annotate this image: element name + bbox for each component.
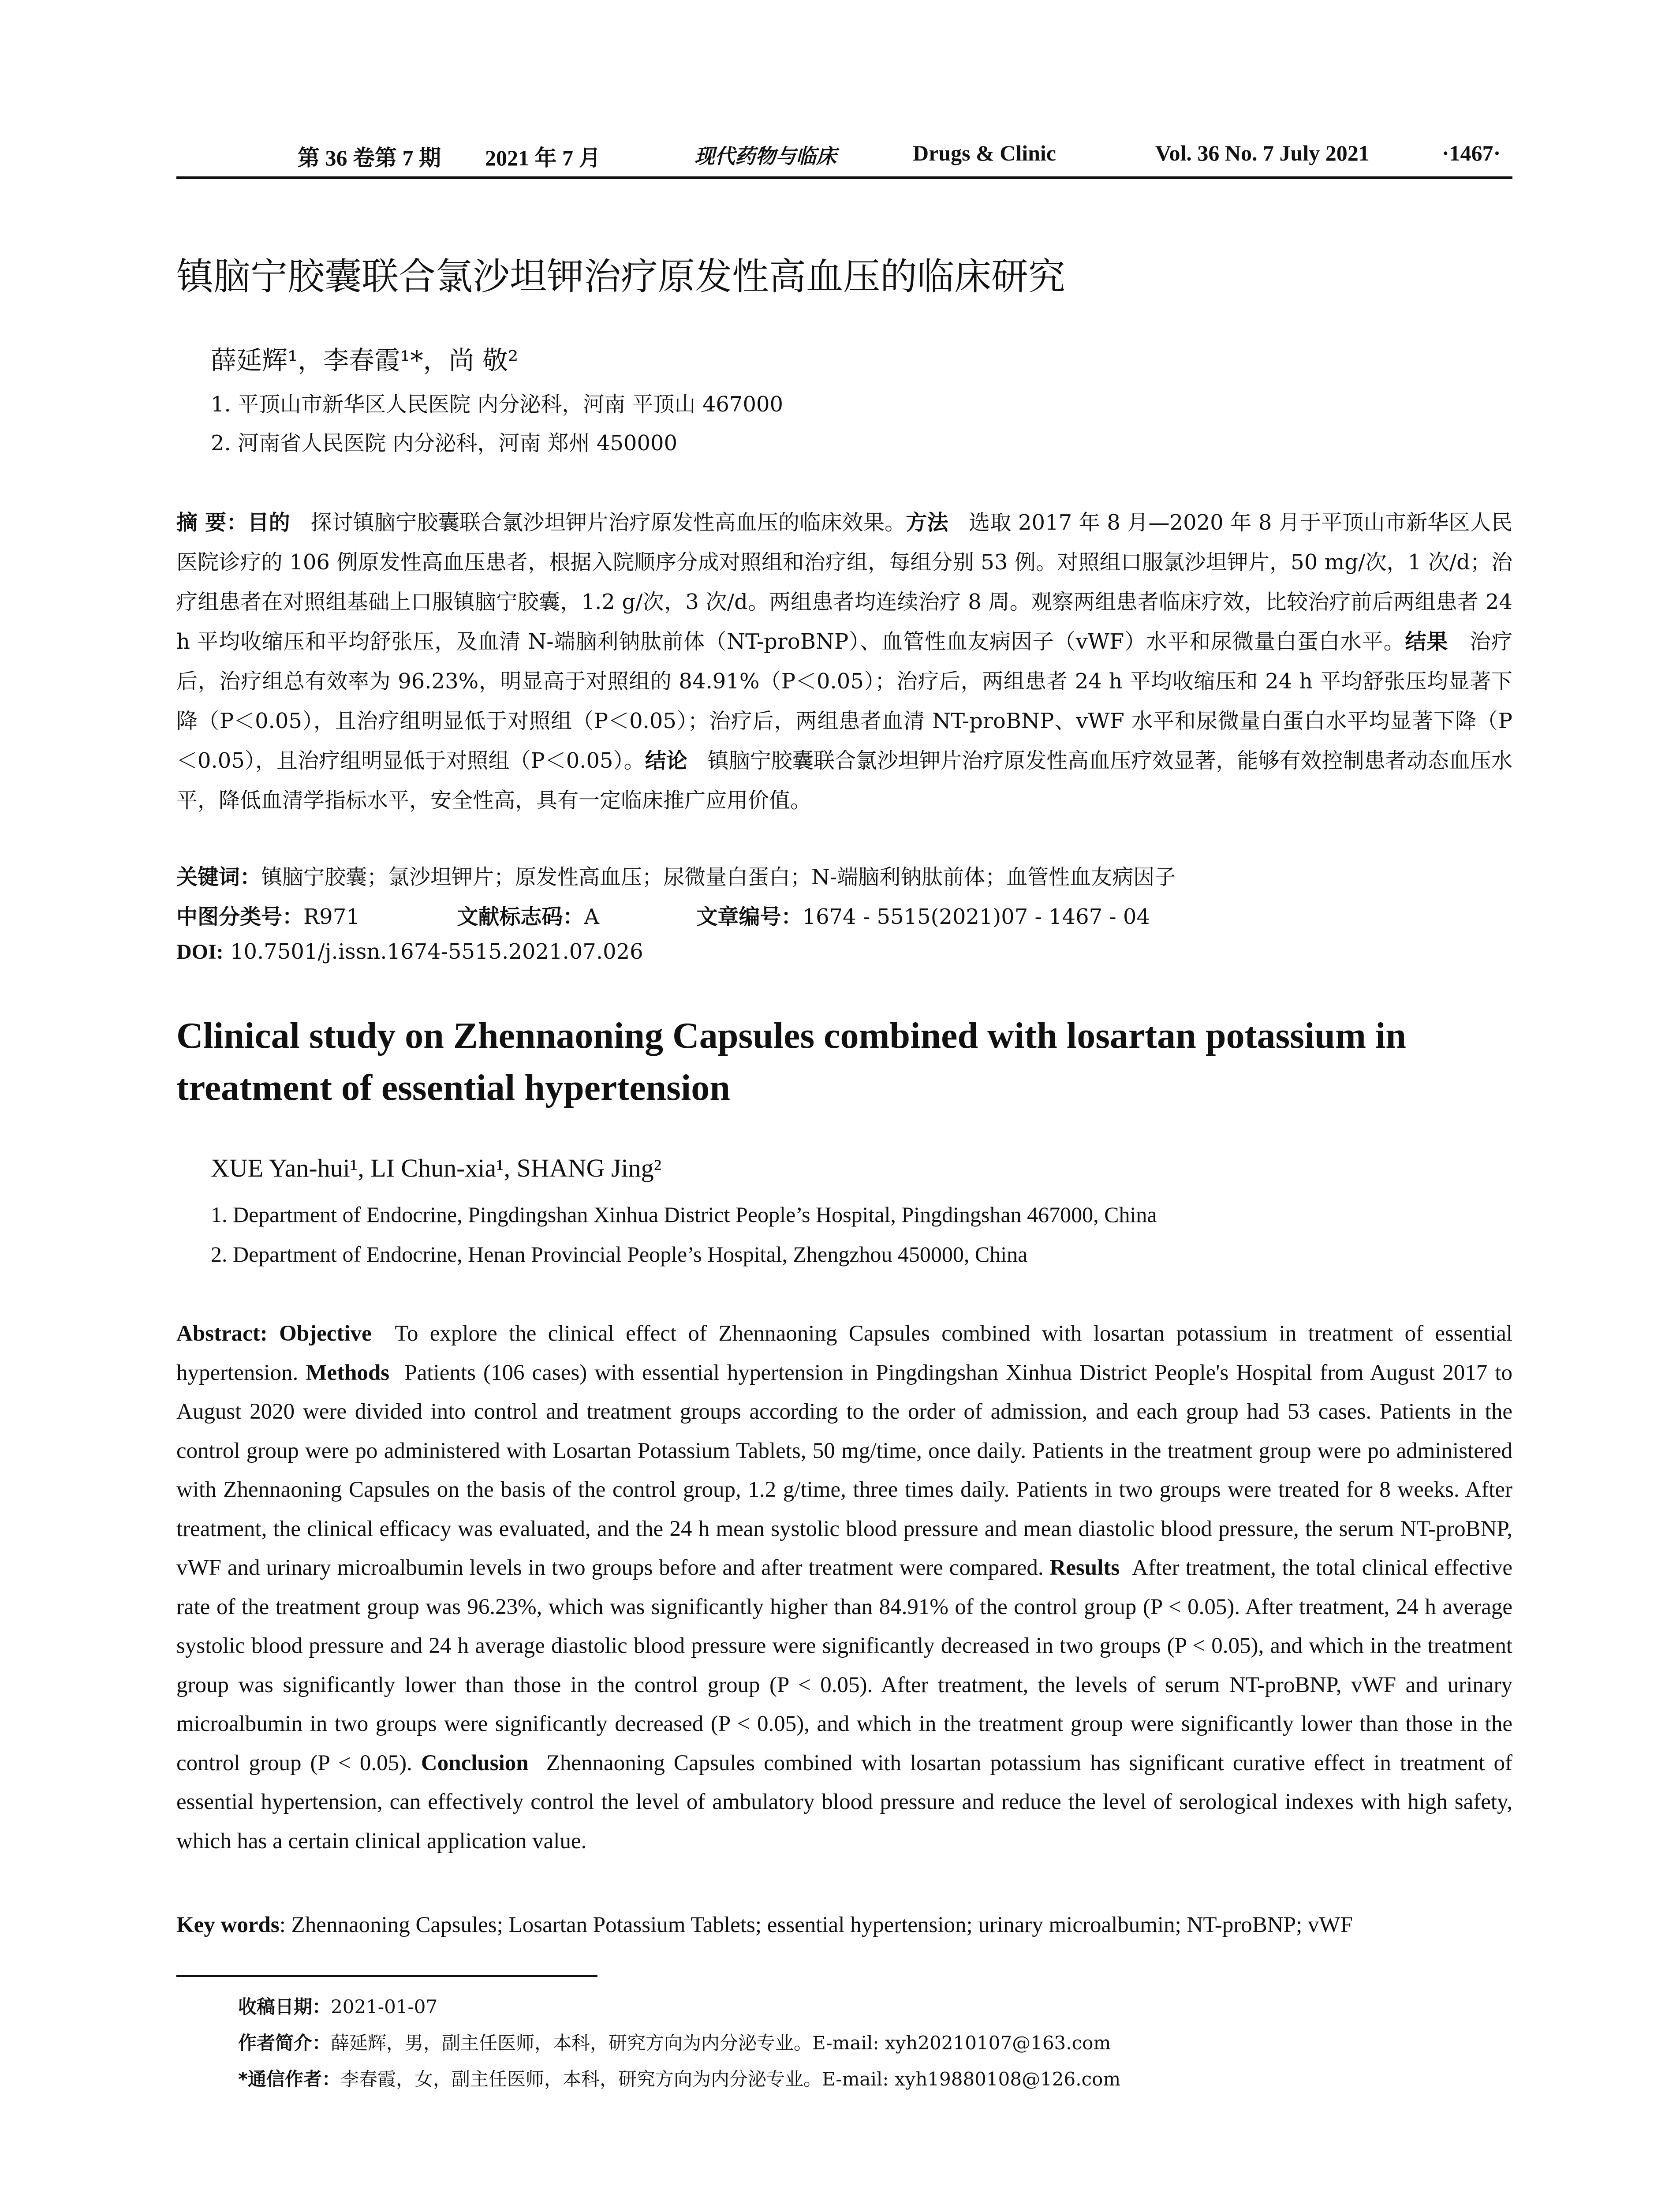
chinese-affiliation-2: 2. 河南省人民医院 内分泌科，河南 郑州 450000 (211, 431, 678, 456)
header-volume-cn: 第 36 卷第 7 期 (298, 146, 441, 170)
chinese-abstract (176, 503, 1512, 820)
english-conclusion-text: Zhennaoning Capsules combined with losartan potassium has significant curative effect in treatment of essential hypertension, can effectively control the level of ambulatory blood pressure and reduce the level of serological indexes with high safety, which has a certain clinical application value. (176, 1750, 1513, 1854)
received-date: 2021-01-07 (331, 1996, 438, 2018)
author-bio-text: 薛延辉，男，副主任医师，本科，研究方向为内分泌专业。E-mail: xyh20210107@163.com (331, 2032, 1111, 2054)
chinese-conclusion-text: 镇脑宁胶囊联合氯沙坦钾片治疗原发性高血压疗效显著，能够有效控制患者动态血压水平，降低血清学指标水平，安全性高，具有一定临床推广应用价值。 (176, 748, 1512, 813)
chinese-results-label: 结果 (1405, 629, 1449, 654)
english-methods-label: Methods (306, 1360, 390, 1385)
header-date-cn: 2021 年 7 月 (485, 146, 601, 170)
doi-link[interactable]: 10.7501/j.issn.1674-5515.2021.07.026 (230, 939, 643, 964)
footnote-author (238, 2029, 1111, 2055)
english-results-text: After treatment, the total clinical effective rate of the treatment group was 96.23%, which was significantly higher than 84.91% of the control group (P < 0.05). After treatment, 24 h average systolic blood pressure and 24 h average diastolic blood pressure were significantly decreased in two groups (P < 0.05), and which in the treatment group was significantly lower than those in the control group (P < 0.05). After treatment, the levels of serum NT-proBNP, vWF and urinary microalbumin in two groups were significantly decreased (P < 0.05), and which in the treatment group were significantly lower than those in the control group (P < 0.05). (176, 1555, 1513, 1775)
chinese-conclusion-label: 结论 (645, 748, 687, 773)
received-label: 收稿日期： (238, 1996, 331, 2018)
corresponding-author-text: 李春霞，女，副主任医师，本科，研究方向为内分泌专业。E-mail: xyh19880108@126.com (340, 2068, 1121, 2090)
article-number-label: 文章编号： (696, 904, 803, 929)
english-keywords (176, 1912, 1353, 1938)
chinese-affiliation-1: 1. 平顶山市新华区人民医院 内分泌科，河南 平顶山 467000 (211, 392, 784, 417)
clc-value: R971 (303, 904, 360, 929)
english-methods-text: Patients (106 cases) with essential hypertension in Pingdingshan Xinhua District People's Hospital from August 2017 to August 2020 were divided into control and treatment groups according to the order of admission, and each group had 53 cases. Patients in the control group were po administered with Losartan Potassium Tablets, 50 mg/time, once daily. Patients in the treatment group were po administered with Zhennaoning Capsules on the basis of the control group, 1.2 g/time, three times daily. Patients in two groups were treated for 8 weeks. After treatment, the clinical efficacy was evaluated, and the 24 h mean systolic blood pressure and mean diastolic blood pressure, the serum NT-proBNP, vWF and urinary microalbumin levels in two groups before and after treatment were compared. (176, 1360, 1512, 1580)
corresponding-author-label: *通信作者： (238, 2068, 340, 2090)
clc-label: 中图分类号： (176, 904, 304, 929)
chinese-methods-text: 选取 2017 年 8 月—2020 年 8 月于平顶山市新华区人民医院诊疗的 106 例原发性高血压患者，根据入院顺序分成对照组和治疗组，每组分别 53 例。对照组口服氯沙坦钾片，50 mg/次，1 次/d；治疗组患者在对照组基础上口服镇脑宁胶囊，1.2 g/次，3 次/d。两组患者均连续治疗 8 周。观察两组患者临床疗效，比较治疗前后两组患者 24 h 平均收缩压和平均舒张压，及血清 N-端脑利钠肽前体（NT-proBNP）、血管性血友病因子（vWF）水平和尿微量白蛋白水平。 (176, 510, 1512, 654)
chinese-objective-label: 目的 (247, 510, 290, 535)
chinese-title: 镇脑宁胶囊联合氯沙坦钾治疗原发性高血压的临床研究 (176, 255, 1066, 298)
header-volume-en: Vol. 36 No. 7 July 2021 (1155, 141, 1370, 165)
doi-line (176, 939, 643, 964)
english-results-label: Results (1049, 1555, 1120, 1580)
doc-code-label: 文献标志码： (457, 904, 584, 929)
chinese-results-text: 治疗后，治疗组总有效率为 96.23%，明显高于对照组的 84.91%（P＜0.05）；治疗后，两组患者 24 h 平均收缩压和 24 h 平均舒张压均显著下降（P＜0.05），且治疗组明显低于对照组（P＜0.05）；治疗后，两组患者血清 NT-proBNP、vWF 水平和尿微量白蛋白水平均显著下降（P＜0.05），且治疗组明显低于对照组（P＜0.05）。 (176, 629, 1512, 773)
english-abstract-label: Abstract: (176, 1321, 268, 1346)
english-affiliation-2: 2. Department of Endocrine, Henan Provincial People’s Hospital, Zhengzhou 450000, China (211, 1242, 1028, 1267)
header-rule (176, 176, 1512, 179)
english-keywords-text: : Zhennaoning Capsules; Losartan Potassium Tablets; essential hypertension; urinary microalbumin; NT-proBNP; vWF (279, 1913, 1353, 1937)
article-number-value: 1674 - 5515(2021)07 - 1467 - 04 (802, 904, 1150, 929)
english-objective-label: Objective (279, 1321, 372, 1346)
running-header (176, 140, 1512, 168)
header-journal-en: Drugs & Clinic (913, 141, 1056, 165)
header-page-number: ·1467· (1442, 141, 1501, 165)
english-authors: XUE Yan-hui¹, LI Chun-xia¹, SHANG Jing² (211, 1154, 662, 1182)
chinese-abstract-label: 摘 要： (176, 510, 248, 535)
chinese-authors: 薛延辉¹，李春霞¹*，尚 敬² (211, 345, 519, 375)
english-conclusion-label: Conclusion (421, 1750, 529, 1775)
chinese-keywords-text: 镇脑宁胶囊；氯沙坦钾片；原发性高血压；尿微量白蛋白；N-端脑利钠肽前体；血管性血友病因子 (261, 865, 1176, 889)
english-keywords-label: Key words (176, 1913, 280, 1937)
header-journal-cn: 现代药物与临床 (694, 145, 836, 168)
chinese-keywords (176, 860, 1176, 890)
footnote-corresponding (238, 2065, 1120, 2091)
author-bio-label: 作者简介： (238, 2032, 331, 2054)
english-abstract (176, 1314, 1512, 1923)
english-objective-text: To explore the clinical effect of Zhennaoning Capsules combined with losartan potassium in treatment of essential hypertension. (176, 1321, 1513, 1385)
english-affiliation-1: 1. Department of Endocrine, Pingdingshan Xinhua District People’s Hospital, Pingdingshan 467000, China (211, 1202, 1157, 1227)
doi-label: DOI: (176, 940, 224, 964)
doc-code-value: A (584, 904, 599, 929)
chinese-objective-text: 探讨镇脑宁胶囊联合氯沙坦钾片治疗原发性高血压的临床效果。 (310, 510, 906, 535)
chinese-keywords-label: 关键词： (176, 865, 261, 889)
english-title: Clinical study on Zhennaoning Capsules combined with losartan potassium in treatment of essential hypertension (176, 1015, 1407, 1108)
footnote-received (238, 1992, 437, 2019)
chinese-classification-line (176, 900, 1150, 930)
footnote-rule (176, 1975, 597, 1977)
chinese-methods-label: 方法 (906, 510, 948, 535)
